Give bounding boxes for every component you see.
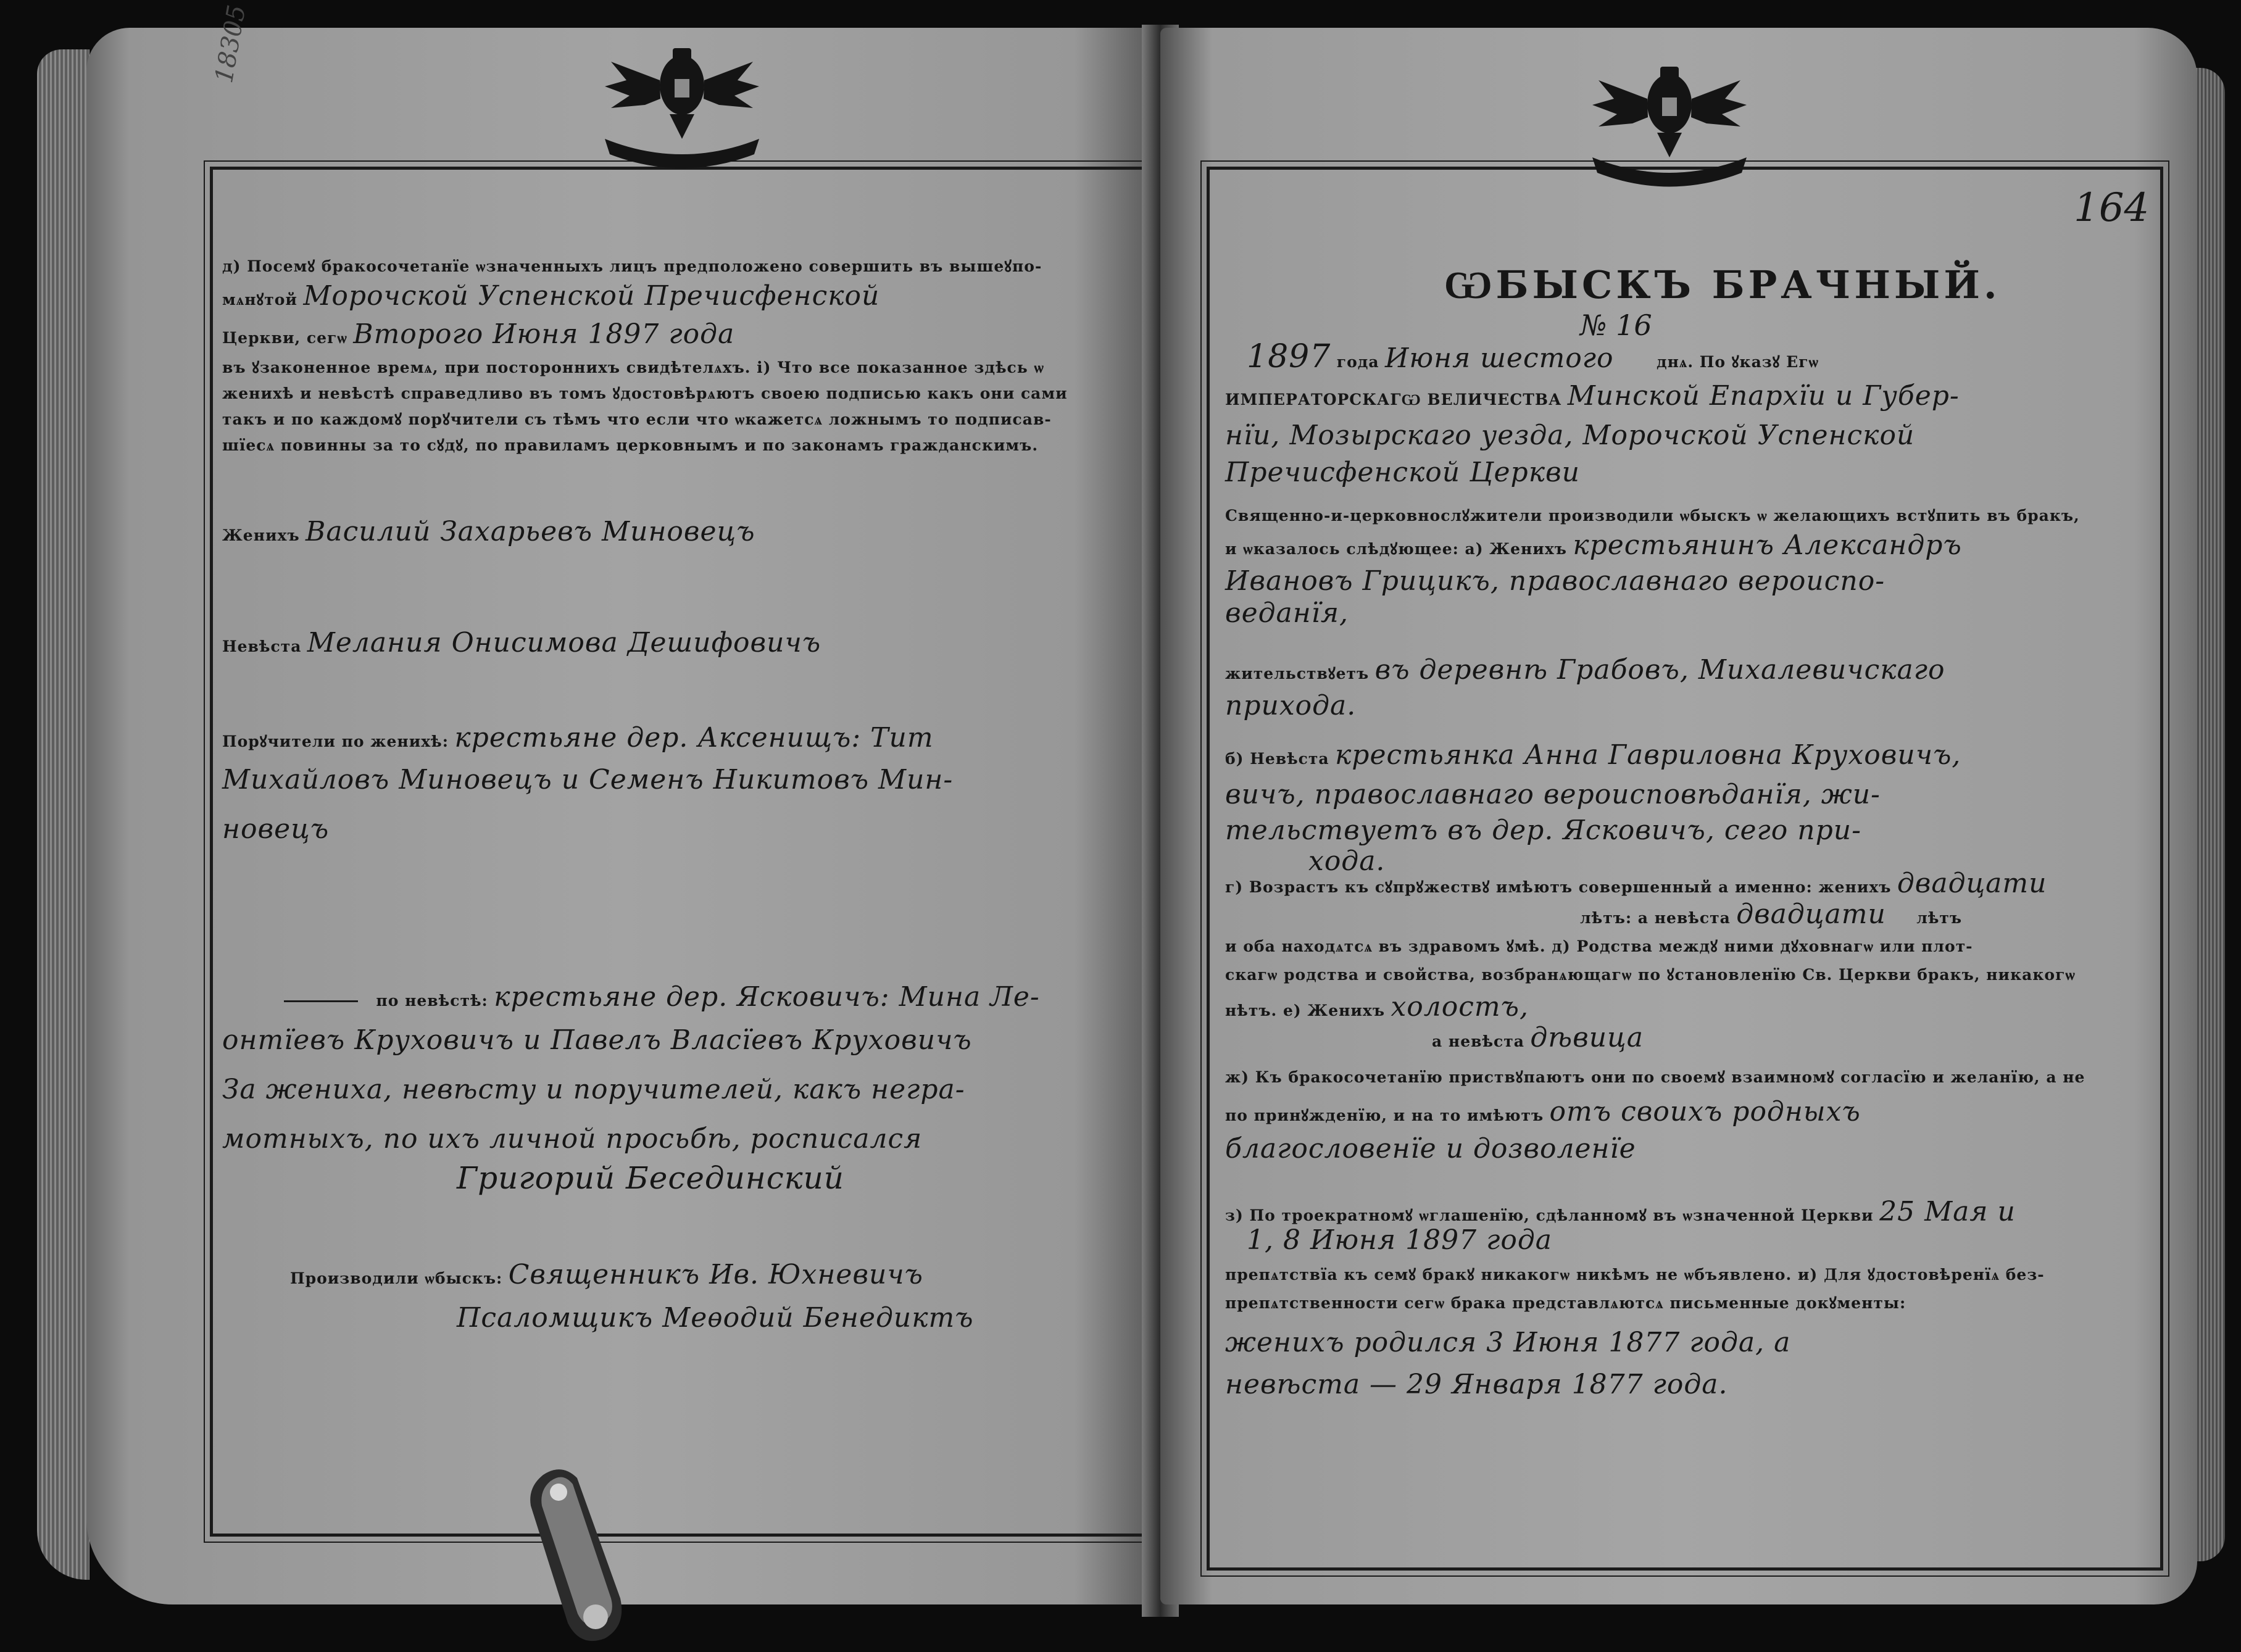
left-page-edges <box>37 49 89 1580</box>
signature-proxy: Григорий Бесединский <box>457 1160 845 1196</box>
groom-status-label: нѣтъ. е) Женихъ <box>1225 1002 1386 1019</box>
para-d-line2 <box>222 280 879 312</box>
groom-sureties-line1 <box>222 722 934 753</box>
produced-label: Производили ѡбыскъ: <box>290 1269 503 1287</box>
kinship-line2: скагѡ родства и свойства, возбранѧющагѡ по ꙋстановленїю Св. Церкви бракъ, никакогѡ <box>1225 966 2076 984</box>
bride-status-line <box>1432 1022 1644 1053</box>
psalmist-signature: Псаломщикъ Меѳодий Бенедиктъ <box>457 1302 974 1334</box>
para-d-line5: женихѣ и невѣстѣ справедливо въ томъ ꙋдостовѣрѧютъ своею подписью какъ они сами <box>222 384 1068 402</box>
uezd-handwritten: нїи, Мозырскаго уезда, Морочской Успенской <box>1225 420 1915 451</box>
para-d-line1: д) Посемꙋ бракосочетанїе ѡзначенныхъ лицъ предположено совершить въ вышеꙋпо- <box>222 257 1042 275</box>
year-handwritten: 1897 <box>1247 338 1331 375</box>
banns-line <box>1225 1196 2016 1227</box>
bride-intro-label: б) Невѣста <box>1225 750 1329 768</box>
groom-sureties-hw1: крестьяне дер. Аксенищъ: Тит <box>454 722 934 753</box>
groom-label: Женихъ <box>222 526 300 544</box>
banns-dates-handwritten: 25 Мая и <box>1879 1196 2016 1227</box>
eparchy-handwritten: Минской Епархїи и Губер- <box>1567 380 1960 412</box>
groom-line <box>222 516 755 547</box>
residence-handwritten: въ деревнѣ Грабовъ, Михалевичскаго <box>1374 654 1945 686</box>
bride-sureties-hw1: крестьяне дер. Ясковичъ: Мина Ле- <box>494 981 1040 1013</box>
majesty-text: ИМПЕРАТОРСКАГѠ ВЕЛИЧЕСТВА <box>1225 391 1562 409</box>
bride-name-handwritten: Мелания Онисимова Дешифовичъ <box>307 627 821 658</box>
bride-age-handwritten: двадцати <box>1736 899 1886 930</box>
age-line <box>1225 868 2047 899</box>
groom-name-faith: Ивановъ Грицикъ, православнаго вероиспо- <box>1225 565 1886 597</box>
parish-handwritten: прихода. <box>1225 690 1357 721</box>
bride-residence: тельствуетъ въ дер. Ясковичъ, сего при- <box>1225 815 1861 846</box>
produced-line <box>290 1259 923 1290</box>
birth-bride: невѣста — 29 Января 1877 года. <box>1225 1369 1728 1400</box>
groom-name-handwritten: Василий Захарьевъ Миновецъ <box>306 516 755 547</box>
kinship-line1: и оба находѧтсѧ въ здравомъ ꙋмѣ. д) Родства междꙋ ними дꙋховнагѡ или плот- <box>1225 937 1973 955</box>
consent-line: ж) Къ бракосочетанїю приствꙋпаютъ они по своемꙋ взаимномꙋ согласїю и желанїю, а не <box>1225 1068 2085 1086</box>
documents-line: препѧтственности сегѡ брака представлѧютсѧ письменные докꙋменты: <box>1225 1294 1906 1312</box>
page-number-handwritten: 164 <box>2074 185 2150 231</box>
date-line <box>1247 338 1819 375</box>
majesty-line <box>1225 380 1960 412</box>
document-title: ѠБЫСКЪ БРАЧНЫЙ. <box>1444 262 2001 307</box>
no-impediment-line: препѧтствїа къ семꙋ бракꙋ никакогѡ никѣмъ не ѡбъявлено. и) Для ꙋдостовѣренїѧ без- <box>1225 1266 2045 1284</box>
banns-label: з) По троекратномꙋ ѡглашенїю, сдѣланномꙋ въ ѡзначенной Церкви <box>1225 1206 1874 1224</box>
imperial-eagle-crest-left <box>592 37 771 179</box>
para-d-line2-print: мѧнꙋтой <box>222 291 297 309</box>
groom-sureties-hw3: новецъ <box>222 813 330 845</box>
birth-groom: женихъ родился 3 Июня 1877 года, а <box>1225 1327 1791 1358</box>
groom-marital-handwritten: холостъ, <box>1391 991 1529 1023</box>
day-handwritten: Июня шестого <box>1385 342 1614 374</box>
margin-archive-number: 18305 <box>210 2 252 85</box>
groom-residence-line <box>1225 654 1945 686</box>
bride-name-handwritten-right: крестьянка Анна Гавриловна Круховичъ, <box>1335 739 1961 771</box>
blessing-cont: благословенїе и дозволенїе <box>1225 1133 1636 1164</box>
groom-faith-cont: веданїя, <box>1225 597 1349 629</box>
groom-age-handwritten: двадцати <box>1897 868 2047 899</box>
wedding-date-handwritten: Второго Июня 1897 года <box>353 318 735 350</box>
church-name-handwritten: Морочской Успенской Пречисфенской <box>303 280 880 312</box>
banns-dates-cont: 1, 8 Июня 1897 года <box>1247 1224 1552 1256</box>
bride-age-label: лѣтъ: а невѣста <box>1580 909 1731 927</box>
blessing-line <box>1225 1096 1861 1127</box>
decree-text: днѧ. По ꙋказꙋ Егѡ <box>1656 353 1819 371</box>
bride-sureties-hw4: мотныхъ, по ихъ личной просьбѣ, росписался <box>222 1123 923 1155</box>
groom-sureties-hw2: Михайловъ Миновецъ и Семенъ Никитовъ Мин- <box>222 764 954 795</box>
imperial-eagle-crest-right <box>1580 56 1759 197</box>
book-clasp <box>518 1463 642 1648</box>
bride-line <box>222 627 821 658</box>
blessing-handwritten: отъ своихъ родныхъ <box>1549 1096 1861 1127</box>
entry-number: № 16 <box>1580 309 1652 342</box>
para-d-line3 <box>222 318 734 350</box>
residence-label: жительствꙋетъ <box>1225 665 1370 683</box>
age-text: г) Возрастъ къ сꙋпрꙋжествꙋ имѣютъ совершенный а именно: женихъ <box>1225 878 1892 896</box>
bride-status-label: а невѣста <box>1432 1032 1524 1050</box>
bride-faith: вичъ, православнаго вероисповѣданїя, жи- <box>1225 779 1881 810</box>
bride-sureties-hw2: онтїевъ Круховичъ и Павелъ Власїевъ Круховичъ <box>222 1024 972 1056</box>
year-label: года <box>1336 353 1379 371</box>
groom-status-handwritten: крестьянинъ Александръ <box>1573 529 1962 561</box>
bride-intro-line <box>1225 739 1961 771</box>
bride-label: Невѣста <box>222 637 302 655</box>
bride-sureties-label: по невѣстѣ: <box>376 992 488 1010</box>
para-d-line6: такъ и по каждомꙋ порꙋчители съ тѣмъ что если что ѡкажетсѧ ложнымъ то подписав- <box>222 410 1052 428</box>
dash-line <box>284 1000 358 1002</box>
para-d-line3-print: Церкви, сегѡ <box>222 329 347 347</box>
bride-marital-handwritten: дѣвица <box>1530 1022 1644 1053</box>
groom-sureties-label: Порꙋчители по женихѣ: <box>222 733 449 750</box>
bride-sureties-line1 <box>284 981 1040 1013</box>
bride-parish: хода. <box>1308 845 1386 877</box>
groom-intro-label: и ѡказалось слѣдꙋющее: а) Женихъ <box>1225 540 1567 558</box>
bride-sureties-hw3: За жениха, невѣсту и поручителей, какъ негра- <box>222 1074 965 1105</box>
age-line2 <box>1580 899 1962 930</box>
groom-intro-line <box>1225 529 1962 561</box>
para-d-line7: шїесѧ повинны за то сꙋдꙋ, по правиламъ церковнымъ и по законамъ гражданскимъ. <box>222 436 1039 454</box>
blessing-label: по принꙋжденїю, и на то имѣютъ <box>1225 1106 1544 1124</box>
clergy-line: Священно-и-церковнослꙋжители производили ѡбыскъ ѡ желающихъ встꙋпить въ бракъ, <box>1225 507 2080 525</box>
years-label: лѣтъ <box>1916 909 1963 927</box>
para-d-line4: въ ꙋзаконенное времѧ, при постороннихъ свидѣтелѧхъ. і) Что все показанное здѣсь ѡ <box>222 359 1044 376</box>
marital-status-line <box>1225 991 1529 1023</box>
priest-signature: Священникъ Ив. Юхневичъ <box>508 1259 924 1290</box>
church-handwritten: Пречисфенской Церкви <box>1225 457 1580 488</box>
